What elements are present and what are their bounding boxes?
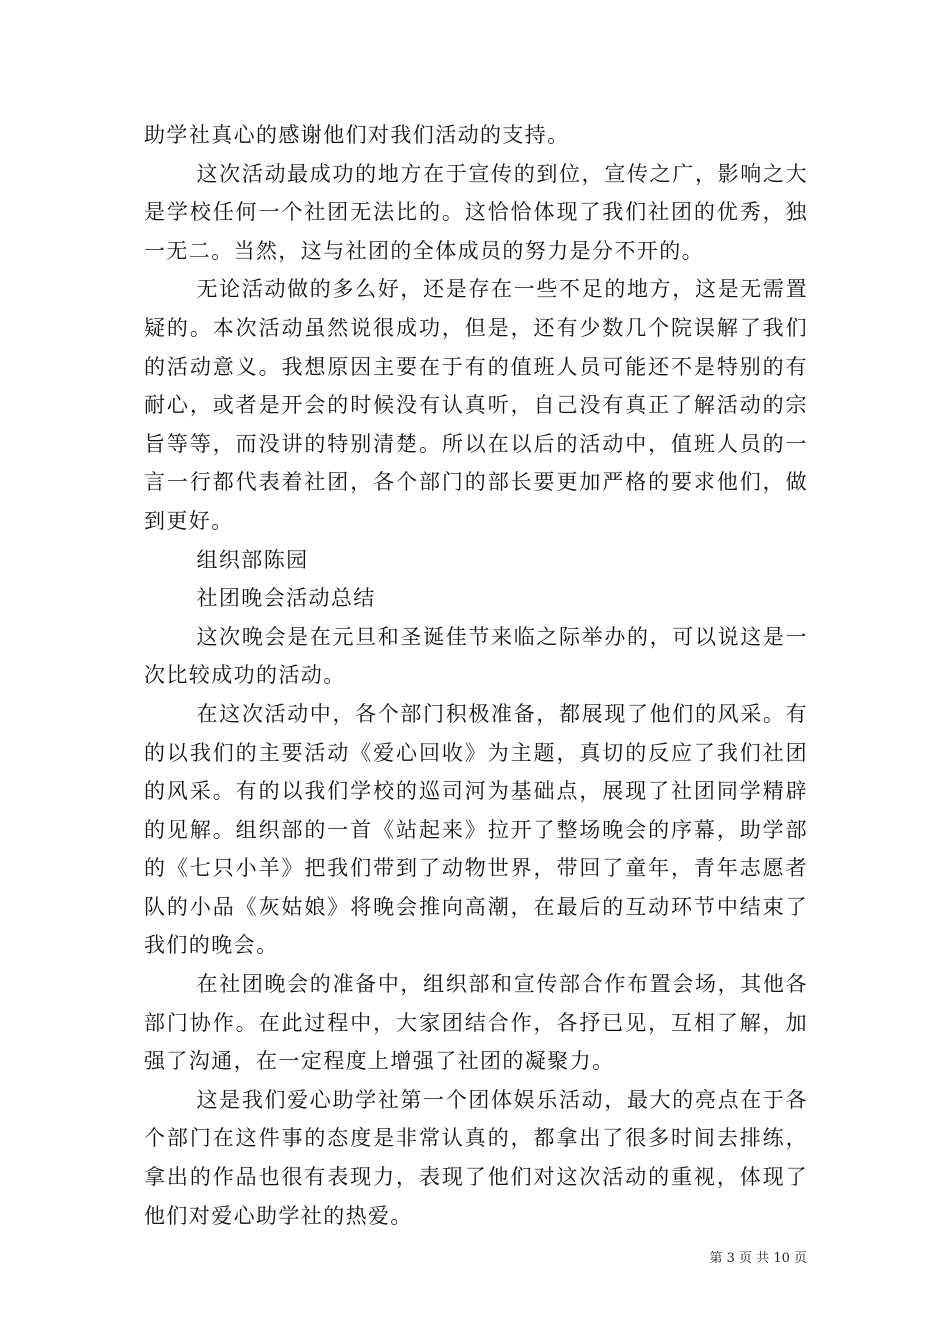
paragraph-1: 助学社真心的感谢他们对我们活动的支持。 [144,123,570,147]
paragraph-6: 在社团晚会的准备中，组织部和宣传部合作布置会场，其他各部门协作。在此过程中，大家团结合作，各抒已见，互相了解，加强了沟通，在一定程度上增强了社团的凝聚力。 [144,972,808,1074]
paragraph-2: 这次活动最成功的地方在于宣传的到位，宣传之广，影响之大是学校任何一个社团无法比的。这恰恰体现了我们社团的优秀，独一无二。当然，这与社团的全体成员的努力是分不开的。 [144,161,808,263]
paragraph-3: 无论活动做的多么好，还是存在一些不足的地方，这是无需置疑的。本次活动虽然说很成功，但是，还有少数几个院误解了我们的活动意义。我想原因主要在于有的值班人员可能还不是特别的有耐心，或者是开会的时候没有认真听，自己没有真正了解活动的宗旨等等，而没讲的特别清楚。所以在以后的活动中，值班人员的一言一行都代表着社团，各个部门的部长要更加严格的要求他们，做到更好。 [144,277,808,533]
page-number-footer: 第 3 页 共 10 页 [709,1251,807,1266]
document-body [144,116,808,1235]
paragraph-5: 在这次活动中，各个部门积极准备，都展现了他们的风采。有的以我们的主要活动《爱心回收》为主题，真切的反应了我们社团的风采。有的以我们学校的巡司河为基础点，展现了社团同学精辟的见解。组织部的一首《站起来》拉开了整场晚会的序幕，助学部的《七只小羊》把我们带到了动物世界，带回了童年，青年志愿者队的小品《灰姑娘》将晚会推向高潮，在最后的互动环节中结束了我们的晚会。 [144,701,808,958]
section-title: 社团晚会活动总结 [196,586,376,611]
paragraph-7: 这是我们爱心助学社第一个团体娱乐活动，最大的亮点在于各个部门在这件事的态度是非常认真的，都拿出了很多时间去排练，拿出的作品也很有表现力，表现了他们对这次活动的重视，体现了他们对爱心助学社的热爱。 [144,1087,808,1228]
author-line: 组织部陈园 [196,547,309,572]
paragraph-4: 这次晚会是在元旦和圣诞佳节来临之际举办的，可以说这是一次比较成功的活动。 [144,624,808,688]
